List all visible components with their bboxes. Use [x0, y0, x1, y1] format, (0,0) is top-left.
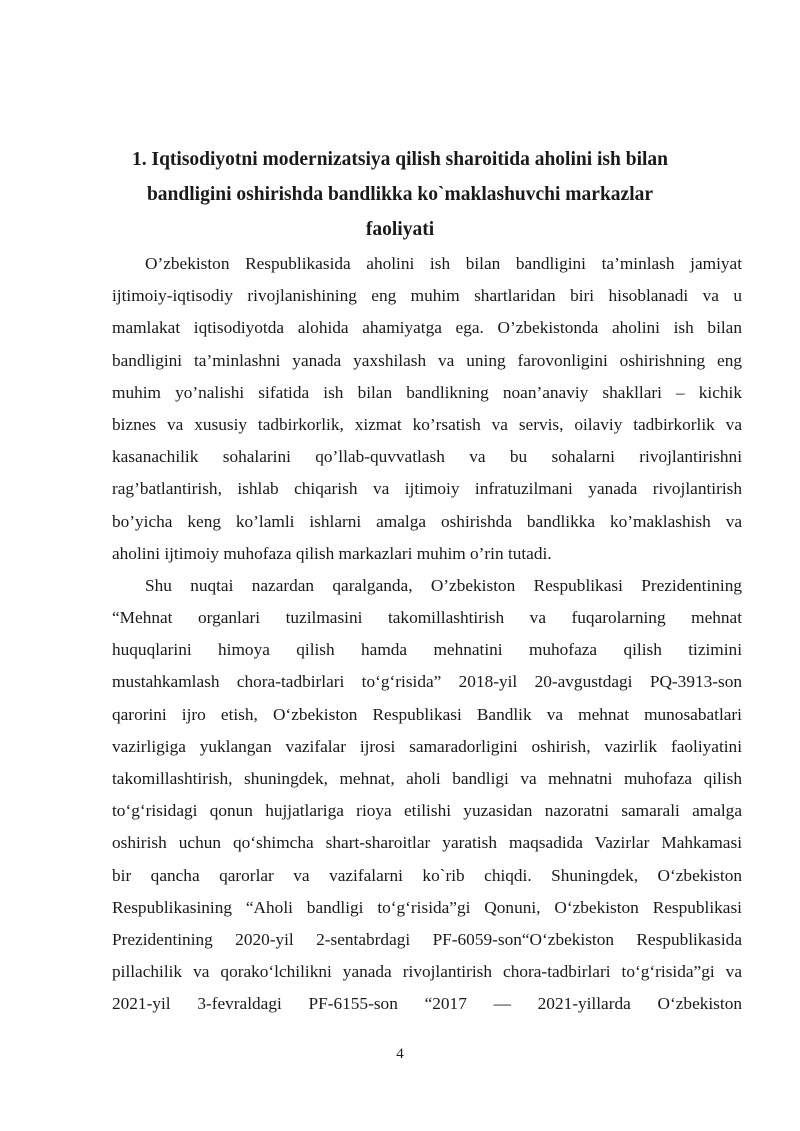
paragraph-1 [112, 248, 742, 570]
text-line: biznes va xususiy tadbirkorlik, xizmat ko’rsatish va servis, oilaviy tadbirkorlik va [112, 414, 742, 434]
section-heading [112, 142, 688, 247]
text-line: Shu nuqtai nazardan qaralganda, O’zbekiston Respublikasi Prezidentining [145, 575, 742, 595]
text-line: Respublikasining “Aholi bandligi to‘g‘risida”gi Qonuni, O‘zbekiston Respublikasi [112, 897, 742, 917]
text-line: oshirish uchun qo‘shimcha shart-sharoitlar yaratish maqsadida Vazirlar Mahkamasi [112, 833, 742, 853]
heading-line: 1. Iqtisodiyotni modernizatsiya qilish sharoitida aholini ish bilan [131, 149, 669, 170]
text-line: 2021-yil 3-fevraldagi PF-6155-son “2017 — 2021-yillarda O‘zbekiston [112, 994, 742, 1014]
text-line: bir qancha qarorlar va vazifalarni ko`rib chiqdi. Shuningdek, O‘zbekiston [112, 865, 742, 885]
body-text [112, 248, 742, 1021]
text-line: qarorini ijro etish, O‘zbekiston Respublikasi Bandlik va mehnat munosabatlari [112, 704, 742, 724]
text-line: pillachilik va qorako‘lchilikni yanada rivojlantirish chora-tadbirlari to‘g‘risida”gi va [112, 962, 742, 982]
page-number: 4 [396, 1046, 404, 1062]
paragraph-2 [112, 570, 742, 1021]
heading-line: bandligini oshirishda bandlikka ko`maklashuvchi markazlar [146, 184, 654, 205]
text-line: ijtimoiy-iqtisodiy rivojlanishining eng muhim shartlaridan biri hisoblanadi va u [112, 286, 742, 306]
text-line: bandligini ta’minlashni yanada yaxshilash va uning farovonligini oshirishning eng [112, 350, 742, 370]
text-line: muhim yo’nalishi sifatida ish bilan bandlikning noan’anaviy shakllari – kichik [112, 382, 742, 402]
text-line: to‘g‘risidagi qonun hujjatlariga rioya etilishi yuzasidan nazoratni samarali amalga [112, 801, 742, 821]
text-line: mustahkamlash chora-tadbirlari to‘g‘risida” 2018-yil 20-avgustdagi PQ-3913-son [112, 672, 742, 692]
text-line: O’zbekiston Respublikasida aholini ish bilan bandligini ta’minlash jamiyat [145, 254, 742, 273]
text-line: aholini ijtimoiy muhofaza qilish markazlari muhim o’rin tutadi. [112, 543, 552, 563]
text-line: mamlakat iqtisodiyotda alohida ahamiyatga ega. O’zbekistonda aholini ish bilan [112, 318, 742, 338]
text-line: bo’yicha keng ko’lamli ishlarni amalga oshirishda bandlikka ko’maklashish va [112, 511, 742, 531]
text-line: vazirligiga yuklangan vazifalar ijrosi samaradorligini oshirish, vazirlik faoliyatini [112, 736, 742, 756]
text-line: “Mehnat organlari tuzilmasini takomillashtirish va fuqarolarning mehnat [112, 608, 742, 628]
text-line: Prezidentining 2020-yil 2-sentabrdagi PF-6059-son“O‘zbekiston Respublikasida [112, 929, 742, 949]
text-line: huquqlarini himoya qilish hamda mehnatini muhofaza qilish tizimini [112, 640, 742, 660]
heading-line: faoliyati [365, 219, 435, 240]
text-line: kasanachilik sohalarini qo’llab-quvvatlash va bu sohalarni rivojlantirishni [112, 447, 742, 467]
text-line: takomillashtirish, shuningdek, mehnat, aholi bandligi va mehnatni muhofaza qilish [112, 769, 742, 788]
text-line: rag’batlantirish, ishlab chiqarish va ijtimoiy infratuzilmani yanada rivojlantirish [112, 479, 742, 499]
